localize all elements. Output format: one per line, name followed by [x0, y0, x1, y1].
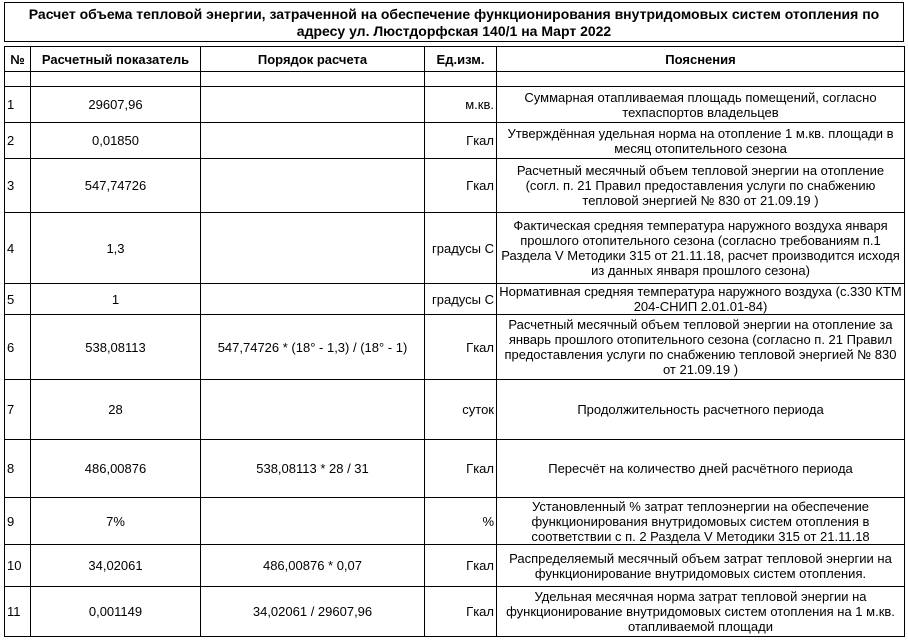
table-row: [5, 498, 905, 545]
row-unit[interactable]: Гкал: [425, 159, 497, 213]
table-row: [5, 315, 905, 380]
row-note[interactable]: Нормативная средняя температура наружного воздуха (с.330 КТМ 204-СНИП 2.01.01-84): [497, 284, 905, 315]
row-unit[interactable]: %: [425, 498, 497, 545]
row-value[interactable]: 34,02061: [31, 545, 201, 587]
header-row: [5, 47, 905, 72]
row-num[interactable]: 9: [5, 498, 31, 545]
row-calc[interactable]: [201, 123, 425, 159]
spacer-row: [5, 72, 905, 87]
row-note[interactable]: Фактическая средняя температура наружного воздуха января прошлого отопительного сезона (согласно требованиям п.1 Раздела V Методики 315 от 21.11.18, расчет производится исходя из данных января прошлого сезона): [497, 213, 905, 284]
row-note[interactable]: Расчетный месячный объем тепловой энергии на отопление (согл. п. 21 Правил предоставления услуги по снабжению тепловой энергией № 830 от 21.09.19 ): [497, 159, 905, 213]
row-value[interactable]: 28: [31, 380, 201, 440]
table-row: [5, 87, 905, 123]
row-unit[interactable]: градусы С: [425, 213, 497, 284]
row-note[interactable]: Суммарная отапливаемая площадь помещений, согласно техпаспортов владельцев: [497, 87, 905, 123]
title-line-1: Расчет объема тепловой энергии, затраченной на обеспечение функционирования внутридомовых систем отопления по: [28, 6, 880, 22]
row-note[interactable]: Пересчёт на количество дней расчётного периода: [497, 440, 905, 498]
header-unit[interactable]: Ед.изм.: [425, 47, 497, 72]
row-note[interactable]: Удельная месячная норма затрат тепловой энергии на функционирование внутридомовых систем отопления на 1 м.кв. отапливаемой площади: [497, 587, 905, 637]
row-unit[interactable]: Гкал: [425, 315, 497, 380]
row-note[interactable]: Расчетный месячный объем тепловой энергии на отопление за январь прошлого отопительного сезона (согласно п. 21 Правил предоставления услуги по снабжению тепловой энергией № 830 от 21.09.19 ): [497, 315, 905, 380]
row-calc[interactable]: [201, 213, 425, 284]
row-calc[interactable]: [201, 284, 425, 315]
row-unit[interactable]: суток: [425, 380, 497, 440]
row-calc[interactable]: [201, 498, 425, 545]
table-row: [5, 284, 905, 315]
row-num[interactable]: 11: [5, 587, 31, 637]
row-value[interactable]: 7%: [31, 498, 201, 545]
row-value[interactable]: 1,3: [31, 213, 201, 284]
row-note[interactable]: Установленный % затрат теплоэнергии на обеспечение функционирования внутридомовых систем отопления в соответствии с п. 2 Раздела V Методики 315 от 21.11.18: [497, 498, 905, 545]
row-value[interactable]: 486,00876: [31, 440, 201, 498]
row-note[interactable]: Продолжительность расчетного периода: [497, 380, 905, 440]
table-row: [5, 440, 905, 498]
row-num[interactable]: 1: [5, 87, 31, 123]
row-value[interactable]: 0,01850: [31, 123, 201, 159]
row-num[interactable]: 7: [5, 380, 31, 440]
row-unit[interactable]: Гкал: [425, 587, 497, 637]
table-row: [5, 545, 905, 587]
row-unit[interactable]: Гкал: [425, 123, 497, 159]
row-unit[interactable]: Гкал: [425, 440, 497, 498]
row-num[interactable]: 2: [5, 123, 31, 159]
row-num[interactable]: 10: [5, 545, 31, 587]
header-notes[interactable]: Пояснения: [497, 47, 905, 72]
row-calc[interactable]: 486,00876 * 0,07: [201, 545, 425, 587]
row-calc[interactable]: [201, 380, 425, 440]
row-value[interactable]: 538,08113: [31, 315, 201, 380]
row-num[interactable]: 6: [5, 315, 31, 380]
row-value[interactable]: 29607,96: [31, 87, 201, 123]
title-line-2: адресу ул. Люстдорфская 140/1 на Март 2022: [296, 23, 612, 39]
table-row: [5, 123, 905, 159]
header-num[interactable]: №: [5, 47, 31, 72]
row-value[interactable]: 1: [31, 284, 201, 315]
row-calc[interactable]: 547,74726 * (18° - 1,3) / (18° - 1): [201, 315, 425, 380]
row-calc[interactable]: [201, 159, 425, 213]
row-value[interactable]: 547,74726: [31, 159, 201, 213]
calculation-table: [4, 46, 905, 637]
row-note[interactable]: Утверждённая удельная норма на отопление 1 м.кв. площади в месяц отопительного сезона: [497, 123, 905, 159]
row-num[interactable]: 8: [5, 440, 31, 498]
row-note[interactable]: Распределяемый месячный объем затрат тепловой энергии на функционирование внутридомовых систем отопления.: [497, 545, 905, 587]
row-num[interactable]: 5: [5, 284, 31, 315]
table-row: [5, 159, 905, 213]
table-row: [5, 587, 905, 637]
row-num[interactable]: 3: [5, 159, 31, 213]
row-unit[interactable]: м.кв.: [425, 87, 497, 123]
header-procedure[interactable]: Порядок расчета: [201, 47, 425, 72]
header-indicator[interactable]: Расчетный показатель: [31, 47, 201, 72]
row-calc[interactable]: [201, 87, 425, 123]
row-calc[interactable]: 538,08113 * 28 / 31: [201, 440, 425, 498]
row-num[interactable]: 4: [5, 213, 31, 284]
row-unit[interactable]: градусы С: [425, 284, 497, 315]
table-row: [5, 380, 905, 440]
row-calc[interactable]: 34,02061 / 29607,96: [201, 587, 425, 637]
row-value[interactable]: 0,001149: [31, 587, 201, 637]
report-title: [4, 2, 904, 42]
row-unit[interactable]: Гкал: [425, 545, 497, 587]
table-row: [5, 213, 905, 284]
